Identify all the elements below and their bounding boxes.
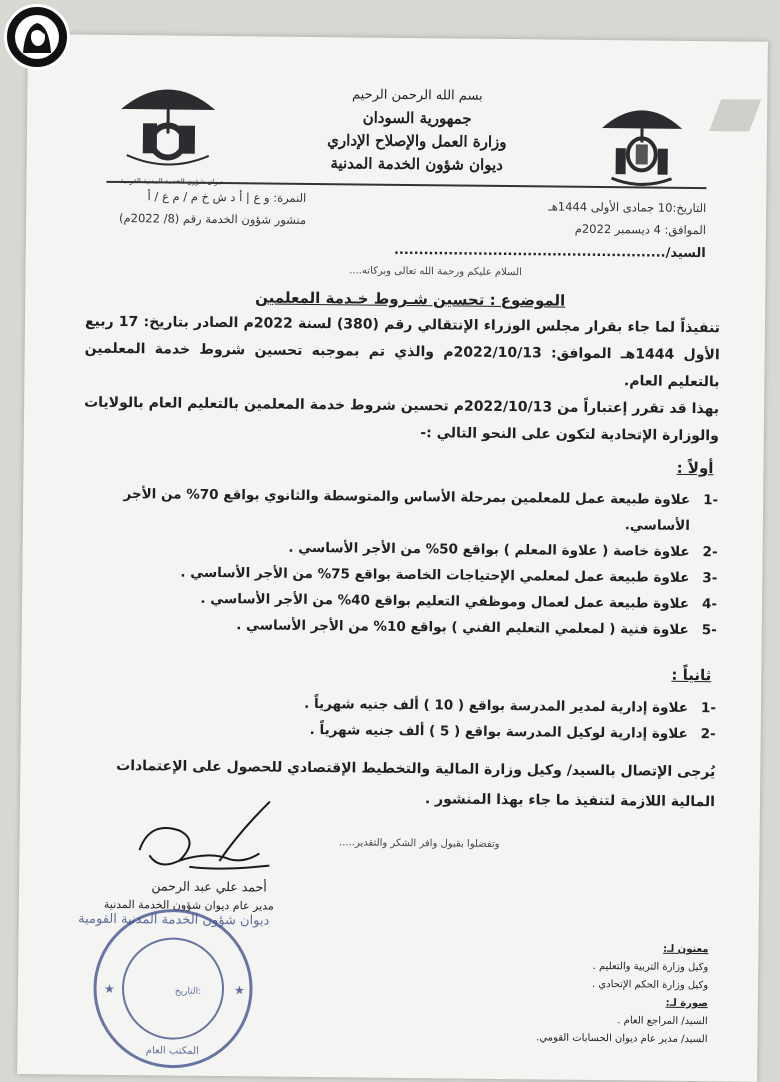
cc-heading: صورة لـ: [488, 993, 708, 1013]
department-name: ديوان شؤون الخدمة المدنية [297, 152, 537, 178]
list-item: -1 علاوة إدارية لمدير المدرسة بواقع ( 10 ) ألف جنيه شهرياً . [81, 689, 716, 722]
civil-service-logo [113, 73, 224, 174]
country-name: جمهورية السودان [297, 106, 537, 132]
reference-right [506, 195, 706, 241]
signatory-name: أحمد علي عبد الرحمن [79, 878, 339, 896]
cc-line: السيد/ المراجع العام . [488, 1011, 708, 1031]
ministry-name: وزارة العمل والإصلاح الإداري [297, 129, 537, 155]
handwritten-signature [119, 790, 290, 882]
list-item: -2 علاوة إدارية لوكيل المدرسة بواقع ( 5 ) ألف جنيه شهرياً . [81, 715, 716, 748]
svg-text:ديوان شؤون الخدمة المدنية القو: ديوان شؤون الخدمة المدنية القومية [78, 912, 269, 929]
reference-left [106, 185, 306, 231]
copy-line: وكيل وزارة التربية والتعليم . [488, 957, 708, 977]
copies-block [487, 939, 708, 1049]
copies-heading: معنون لـ: [488, 939, 708, 959]
letterhead [297, 83, 538, 178]
paragraph-effective: بهذا قد تقرر إعتباراً من 2022/10/13م تحسين شروط خدمة المعلمين بالتعليم العام بالولايات والوزارة الإتحادية لتكون على النحو التالي :- [84, 390, 720, 451]
svg-text:المكتب العام: المكتب العام [146, 1045, 199, 1057]
hijri-date: التاريخ:10 جمادى الأولى 1444هـ [506, 195, 706, 219]
paragraph-finance: يُرجى الإتصال بالسيد/ وكيل وزارة المالية والتخطيط الإقتصادي للحصول على الإعتمادات المالية اللازمة لتنفيذ ما جاء بهذا المنشور . [80, 751, 716, 818]
closing-line: وتفضلوا بقبول وافر الشكر والتقدير..... [249, 836, 499, 850]
reference-number: النمرة: و ع | أ د ش خ م / م ع / أ [106, 185, 306, 209]
svg-text:★: ★ [234, 983, 245, 997]
list-item: -2 علاوة خاصة ( علاوة المعلم ) بواقع 50% من الأجر الأساسي . [83, 533, 718, 566]
circular-number: منشور شؤون الخدمة رقم (8/ 2022م) [106, 207, 306, 231]
copy-line: وكيل وزارة الحكم الإتحادي . [488, 975, 708, 995]
official-stamp [87, 903, 259, 1075]
svg-text:★: ★ [104, 982, 115, 996]
document-page [17, 34, 768, 1082]
cc-line: السيد/ مدير عام ديوان الحسابات القومي. [487, 1029, 707, 1049]
section-one-list [82, 481, 719, 644]
page-corner [709, 99, 761, 131]
svg-text:التاريخ:: التاريخ: [175, 987, 202, 997]
subject-line: الموضوع : تحسين شـروط خـدمة المعلمين [240, 288, 580, 310]
section-one-heading: أولاً : [583, 458, 713, 477]
profile-avatar[interactable] [4, 4, 70, 70]
list-item: -5 علاوة فنية ( لمعلمي التعليم الفني ) بواقع 10% من الأجر الأساسي . [82, 611, 717, 644]
woman-portrait-icon [13, 13, 61, 61]
section-two-list [81, 689, 717, 748]
addressee-line: السيد/....................................................... [336, 242, 706, 261]
paragraph-decision: تنفيذاً لما جاء بقرار مجلس الوزراء الإنتقالي رقم (380) لسنة 2022م الصادر بتاريخ: 17 ربيع الأول 1444هـ الموافق: 2022/10/13م والذي تم بموجبه تحسين شروط خدمة المعلمين بالتعليم العام. [84, 309, 720, 397]
section-two-heading: ثانياً : [581, 665, 711, 684]
list-item: -1 علاوة طبيعة عمل للمعلمين بمرحلة الأساس والمتوسطة والثانوي بواقع 70% من الأجر الأساسي. [83, 481, 719, 540]
greeting: السلام عليكم ورحمة الله تعالى وبركاته.... [275, 265, 595, 279]
gregorian-date: الموافق: 4 ديسمبر 2022م [506, 217, 706, 241]
list-item: -4 علاوة طبيعة عمل لعمال وموظفي التعليم بواقع 40% من الأجر الأساسي . [82, 585, 717, 618]
bismillah: بسم الله الرحمن الرحيم [297, 83, 537, 109]
signatory-title: مدير عام ديوان شؤون الخدمة المدنية [39, 897, 339, 913]
sudan-emblem-icon [591, 98, 692, 189]
list-item: -3 علاوة طبيعة عمل لمعلمي الإحتياجات الخاصة بواقع 75% من الأجر الأساسي . [82, 559, 717, 592]
